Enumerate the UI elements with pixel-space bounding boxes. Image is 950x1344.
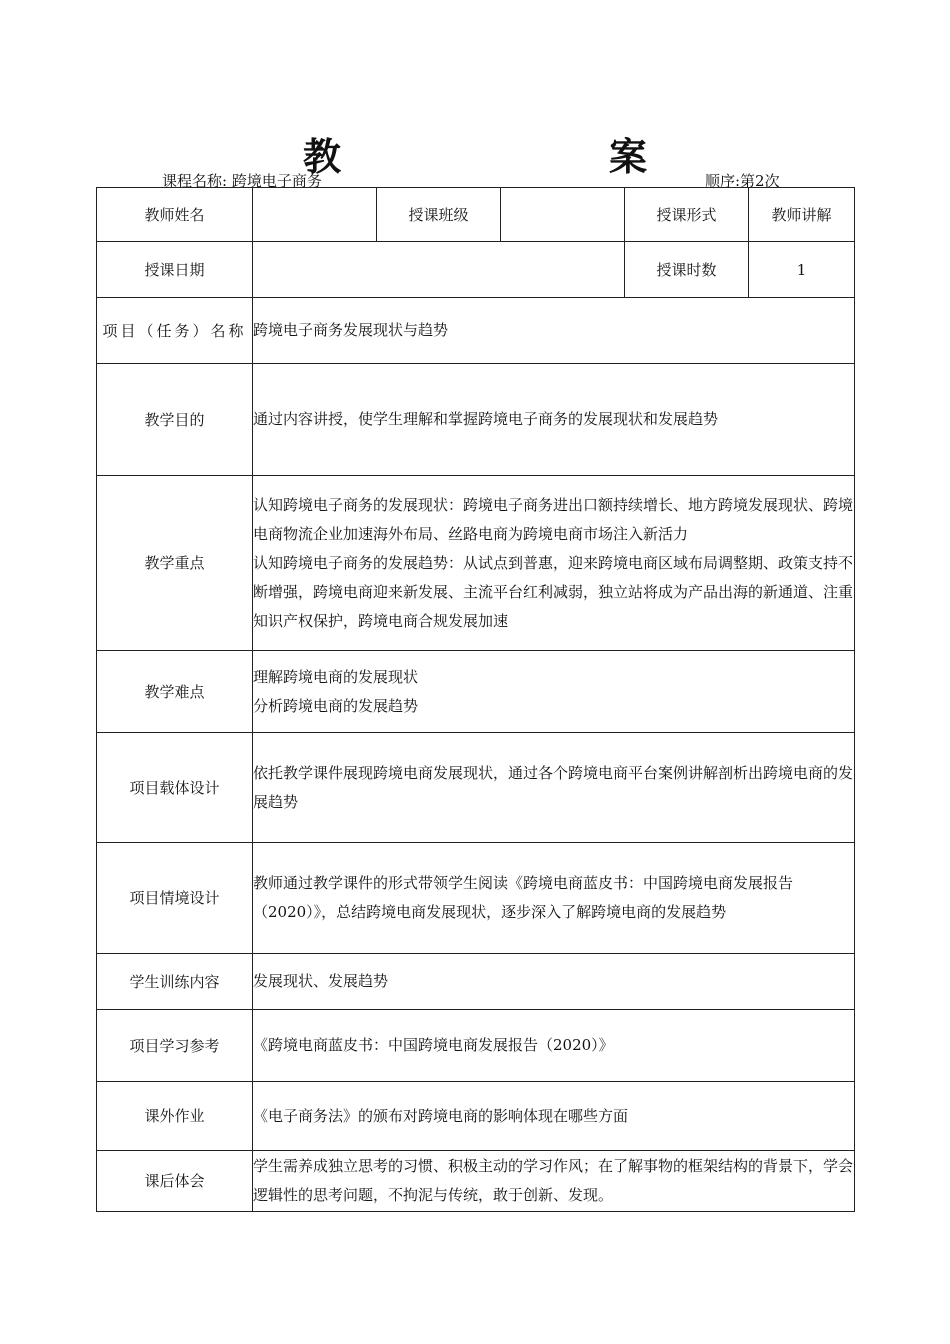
- row-content: [253, 298, 855, 364]
- row-content: [253, 651, 855, 733]
- row-content: [253, 954, 855, 1010]
- course-name: 课程名称: 跨境电子商务: [162, 172, 322, 190]
- table-row: [97, 651, 855, 733]
- content-line: 《电子商务法》的颁布对跨境电商的影响体现在哪些方面: [253, 1106, 629, 1125]
- row-label: 教学重点: [97, 476, 253, 651]
- hours-label: 授课时数: [625, 242, 749, 298]
- form-label: 授课形式: [625, 188, 749, 242]
- content-line: 《跨境电商蓝皮书：中国跨境电商发展报告（2020）》: [253, 1036, 614, 1054]
- date-label: 授课日期: [97, 242, 253, 298]
- table-row-teacher: [97, 188, 855, 242]
- row-content: [253, 364, 855, 476]
- row-content: [253, 476, 855, 651]
- table-row: [97, 1151, 855, 1212]
- table-row: [97, 954, 855, 1010]
- row-content: [253, 1151, 855, 1212]
- row-label: 课后体会: [97, 1151, 253, 1212]
- row-label: 教学难点: [97, 651, 253, 733]
- table-row: [97, 843, 855, 954]
- content-line: 通过内容讲授，使学生理解和掌握跨境电子商务的发展现状和发展趋势: [253, 410, 719, 428]
- title-char-1: 教: [303, 135, 342, 179]
- content-line: 理解跨境电商的发展现状: [253, 667, 419, 686]
- row-content: [253, 1010, 855, 1082]
- row-content: [253, 1082, 855, 1151]
- lesson-order: 顺序:第2次: [705, 172, 780, 190]
- form-value: 教师讲解: [749, 188, 855, 242]
- class-label: 授课班级: [377, 188, 501, 242]
- lesson-plan-table: [96, 187, 855, 1212]
- row-content: [253, 843, 855, 954]
- row-content: [253, 733, 855, 843]
- row-label: 项目（任务）名称: [97, 298, 253, 364]
- document-title: [0, 126, 950, 179]
- row-label: 学生训练内容: [97, 954, 253, 1010]
- title-char-2: 案: [609, 135, 648, 179]
- row-label: 项目学习参考: [97, 1010, 253, 1082]
- row-label: 项目情境设计: [97, 843, 253, 954]
- teacher-value: [253, 188, 377, 242]
- row-label: 教学目的: [97, 364, 253, 476]
- content-line: 依托教学课件展现跨境电商发展现状，通过各个跨境电商平台案例讲解剖析出跨境电商的发展趋势: [253, 763, 854, 811]
- content-line: 认知跨境电子商务的发展趋势：从试点到普惠，迎来跨境电商区域布局调整期、政策支持不断增强，跨境电商迎来新发展、主流平台红利减弱，独立站将成为产品出海的新通道、注重知识产权保护，跨境电商合规发展加速: [253, 553, 854, 630]
- row-label: 项目载体设计: [97, 733, 253, 843]
- content-line: 发展现状、发展趋势: [253, 972, 389, 990]
- table-row: [97, 733, 855, 843]
- class-value: [501, 188, 625, 242]
- table-row: [97, 298, 855, 364]
- table-row: [97, 364, 855, 476]
- content-line: 教师通过教学课件的形式带领学生阅读《跨境电商蓝皮书：中国跨境电商发展报告（2020）》，总结跨境电商发展现状，逐步深入了解跨境电商的发展趋势: [253, 874, 794, 921]
- hours-value: 1: [749, 242, 855, 298]
- content-line: 学生需养成独立思考的习惯、积极主动的学习作风；在了解事物的框架结构的背景下，学会逻辑性的思考问题，不拘泥与传统，敢于创新、发现。: [253, 1157, 854, 1204]
- table-row: [97, 1082, 855, 1151]
- teacher-label: 教师姓名: [97, 188, 253, 242]
- content-line: 分析跨境电商的发展趋势: [253, 696, 419, 715]
- row-label: 课外作业: [97, 1082, 253, 1151]
- table-row: [97, 476, 855, 651]
- content-line: 跨境电子商务发展现状与趋势: [253, 321, 449, 339]
- date-value: [253, 242, 625, 298]
- table-row-date: [97, 242, 855, 298]
- table-row: [97, 1010, 855, 1082]
- content-line: 认知跨境电子商务的发展现状：跨境电子商务进出口额持续增长、地方跨境发展现状、跨境电商物流企业加速海外布局、丝路电商为跨境电商市场注入新活力: [253, 495, 854, 543]
